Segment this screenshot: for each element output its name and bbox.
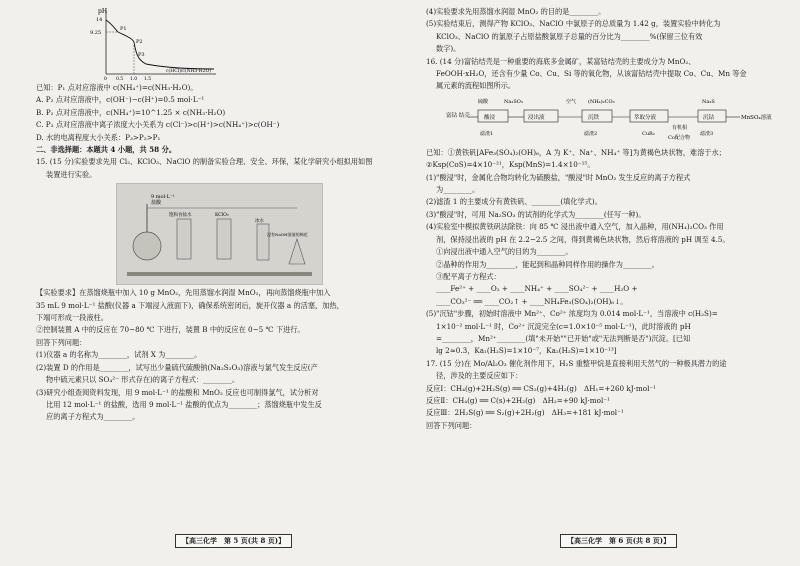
photo-label-hcl: 9 mol·L⁻¹: [151, 194, 175, 201]
flow-box-label: 沉铁: [588, 114, 600, 121]
text-line: 下端可形成一段液柱。: [36, 313, 108, 323]
q15-part5: (5)实验结束后，测得产物 KClO₃、NaClO 中氯原子的总质量为 1.42 g，装置实验中转化为: [426, 19, 721, 29]
apparatus-sketch: [117, 184, 322, 284]
graph-y-tick-14: 14: [96, 17, 103, 23]
q15-part1: (1)仪器 a 的名称为________，试剂 X 为________。: [36, 350, 202, 360]
text-line: 已知：P₁ 点对应溶液中 c(NH₄⁺)=c(NH₃·H₂O)。: [36, 83, 198, 92]
x-tick-0: 0: [104, 77, 107, 82]
flow-product: MnSO₄溶液: [741, 114, 772, 121]
text-line: FeOOH·xH₂O，还含有少量 Co、Cu、Si 等的氧化物，从该富钴结壳中提取 Co、Cu、Mn 等金: [436, 69, 747, 79]
text-line: 属元素的流程如图所示。: [436, 81, 516, 91]
flow-reagent: 硫酸: [478, 98, 489, 105]
point-p1-label: P1: [120, 26, 127, 32]
reaction-1: 反应Ⅰ：CH₄(g)+2H₂S(g) ══ CS₂(g)+4H₂(g) ΔH₁=+260 kJ·mol⁻¹: [426, 383, 657, 393]
q17-intro: 17. (15 分)在 Mo/Al₂O₃ 催化剂作用下，H₂S 重整甲烷是直接利用天然气的一种极具潜力的途: [426, 358, 727, 368]
text-line: ③配平离子方程式：: [436, 271, 501, 281]
photo-label-cotton: 浸有NaOH溶液的棉花: [267, 232, 308, 238]
flow-residue: 滤渣3: [700, 130, 714, 137]
text-line: 35 mL 9 mol·L⁻¹ 盐酸(仪器 a 下端浸入液面下)，确保系统密闭后，旋开仪器 a 的活塞，加热，: [36, 300, 344, 310]
text-line: 为________。: [436, 185, 480, 195]
flow-box-label: 萃取分液: [634, 114, 657, 121]
text-line: 物中硫元素只以 SO₄²⁻ 形式存在)的离子方程式：________。: [46, 375, 240, 385]
text-line: 比用 12 mol·L⁻¹ 的盐酸，选用 9 mol·L⁻¹ 盐酸的优点为________；蒸馏烧瓶中发生反: [46, 399, 322, 409]
text-line: 应的离子方程式为________。: [46, 412, 140, 422]
ph-titration-graph: [76, 6, 226, 82]
text-line: =________，Mn²⁺________(填"未开始""已开始"或"无法判断是否")沉淀。[已知: [436, 333, 691, 343]
text-line: ①向浸出液中通入空气的目的为________。: [436, 247, 573, 257]
point-p2-label: P2: [136, 39, 143, 45]
text-line: 数字)。: [436, 44, 461, 54]
text-line: lg 2≈0.3，Ka₁(H₂S)=1×10⁻⁷，Ka₂(H₂S)=1×10⁻¹³]: [436, 346, 617, 356]
x-tick-10: 1.0: [130, 77, 138, 82]
question-14-options: [36, 82, 386, 144]
flow-reagent: 空气: [566, 98, 577, 105]
photo-label-icewater: 冰水: [255, 219, 264, 225]
flow-residue: 滤渣1: [480, 130, 494, 137]
text-line: 1×10⁻² mol·L⁻¹ 时，Co²⁺ 沉淀完全(c=1.0×10⁻⁵ mol·L⁻¹)，此时溶液的 pH: [436, 321, 691, 331]
q15-part4: (4)实验要求先用蒸馏水润湿 MnO₂ 的目的是________。: [426, 7, 606, 16]
x-tick-15: 1.5: [144, 77, 152, 82]
flow-box-label: 酸浸: [484, 114, 496, 121]
text-line: ②Ksp(CoS)=4×10⁻²¹，Ksp(MnS)=1.4×10⁻¹⁵。: [426, 160, 595, 170]
photo-label-acid: 盐酸: [151, 200, 162, 207]
flow-reagent: Na₂S: [702, 98, 715, 105]
text-line: ②控制装置 A 中的反应在 70~80 ℃ 下进行，装置 B 中的反应在 0~5 ℃ 下进行。: [36, 325, 305, 335]
text-line: 回答下列问题：: [36, 337, 87, 347]
equation-line: ____CO₃²⁻ ══ ____CO₂↑ + ____NH₄Fe₃(SO₄)₂(OH)₆↓。: [436, 296, 628, 306]
flow-box-label: 沉钴: [703, 114, 715, 121]
text-line: ②晶种的作用为________，能起到和晶种同样作用的操作为________。: [436, 259, 659, 269]
photo-label-kclo3: KClO₃: [215, 213, 229, 219]
apparatus-photo: [116, 183, 323, 285]
q16-part1: (1)"酸浸"时，金属化合物均转化为硫酸盐，"酸浸"时 MnO₂ 发生反应的离子方程式: [426, 172, 691, 182]
reaction-3: 反应Ⅲ：2H₂S(g) ══ S₂(g)+2H₂(g) ΔH₃=+181 kJ·mol⁻¹: [426, 408, 624, 418]
graph-x-label: c(HCl)/c(NH3·H2O): [166, 69, 212, 74]
equation-line: ____Fe²⁺ + ____O₂ + ____NH₄⁺ + ____SO₄²⁻ + ____H₂O +: [436, 284, 638, 294]
q15-part2: (2)装置 D 的作用是________，试写出少量硫代硫酸钠(Na₂S₂O₃)溶液与氯气发生反应(产: [36, 362, 318, 372]
flow-residue: 有机相: [672, 124, 688, 131]
point-p3-label: P3: [138, 52, 145, 58]
q16-intro: 16. (14 分)富钴结壳是一种重要的海底多金属矿，某富钴结壳的主要成分为 MnO₂、: [426, 56, 696, 66]
option-d: D. 水的电离程度大小关系：P₃>P₂>P₁: [36, 132, 161, 142]
page-footer-right: 【高三化学 第 6 页(共 8 页)】: [560, 534, 677, 548]
text-line: 回答下列问题：: [426, 420, 477, 430]
option-a: A. P₂ 点对应溶液中，c(OH⁻)−c(H⁺)=0.5 mol·L⁻¹: [36, 95, 205, 105]
text-line: 径，涉及的主要反应如下：: [436, 371, 523, 381]
q15-continued: [426, 6, 786, 93]
q16-part2: (2)滤渣 1 的主要成分有黄铁矾、________(填化学式)。: [426, 197, 602, 207]
page-footer-left: 【高三化学 第 5 页(共 8 页)】: [175, 534, 292, 548]
flow-reagent: Na₂SO₃: [504, 98, 523, 105]
q15-part3: (3)研究小组查阅资料发现，用 9 mol·L⁻¹ 的盐酸和 MnO₂ 反应也可制得氯气，试分析对: [36, 387, 319, 397]
flow-box-label: 浸出液: [528, 114, 545, 121]
q16-17-body: [426, 147, 786, 432]
x-tick-05: 0.5: [116, 77, 124, 82]
flow-start: 富钴 结壳: [446, 112, 470, 119]
flow-residue: CuR₂: [642, 130, 655, 137]
flow-reagent: (NH₄)₂CO₃: [588, 98, 615, 105]
process-flowchart: [446, 95, 796, 141]
q15-body: [36, 287, 386, 423]
q16-part5: (5)"沉钴"步骤，初始时溶液中 Mn²⁺、Co²⁺ 浓度均为 0.014 mol·L⁻¹，当溶液中 c(H₂S)=: [426, 309, 718, 319]
q15-intro-1: 15. (15 分)实验要求先用 Cl₂、KClO₃、NaClO 的制备实验合理、安全、环保，某化学研究小组拟用如图: [36, 157, 373, 167]
graph-y-tick-925: 9.25: [90, 30, 102, 36]
text-line: 剂，保持浸出液的 pH 在 2.2~2.5 之间，得到黄褐色块状物，然后将溶液的 pH 调至 4.5。: [436, 234, 730, 244]
flow-residue: Co配合物: [668, 134, 690, 141]
reaction-2: 反应Ⅱ：CH₄(g) ══ C(s)+2H₂(g) ΔH₂=+90 kJ·mol⁻¹: [426, 395, 610, 405]
section-title: 二、非选择题：本题共 4 小题，共 58 分。: [36, 145, 177, 155]
q16-part3: (3)"酸浸"时，可用 Na₂SO₃ 的试剂的化学式为________(任写一种)。: [426, 209, 646, 219]
graph-y-label: pH: [98, 8, 108, 15]
q15-intro-2: 装置进行实验。: [46, 169, 97, 179]
option-c: C. P₃ 点对应溶液中离子浓度大小关系为 c(Cl⁻)>c(H⁺)>c(NH₄⁺)>c(OH⁻): [36, 120, 280, 130]
q16-part4: (4)实验室中模拟黄铁矾法除铁：向 85 ℃ 浸出液中通入空气，加入晶种，用(NH₄)₂CO₃ 作用: [426, 222, 724, 232]
flow-residue: 滤渣2: [584, 130, 598, 137]
text-line: 【实验要求】在蒸馏烧瓶中加入 10 g MnO₂，先用蒸馏水润湿 MnO₂，再向蒸馏烧瓶中加入: [36, 288, 331, 298]
right-page: [400, 0, 800, 566]
option-b: B. P₂ 点对应溶液中，c(NH₄⁺)=10^1.25 × c(NH₃·H₂O): [36, 107, 226, 117]
photo-label-brine: 饱和食盐水: [169, 213, 192, 219]
text-line: 已知：①黄铁矾[AFe₃(SO₄)₂(OH)₆，A 为 K⁺、Na⁺、NH₄⁺ 等]为黄褐色块状物，难溶于水；: [426, 147, 726, 157]
text-line: KClO₃、NaClO 的氯原子占原盐酸氯原子总量的百分比为________%(保留三位有效: [436, 31, 703, 41]
